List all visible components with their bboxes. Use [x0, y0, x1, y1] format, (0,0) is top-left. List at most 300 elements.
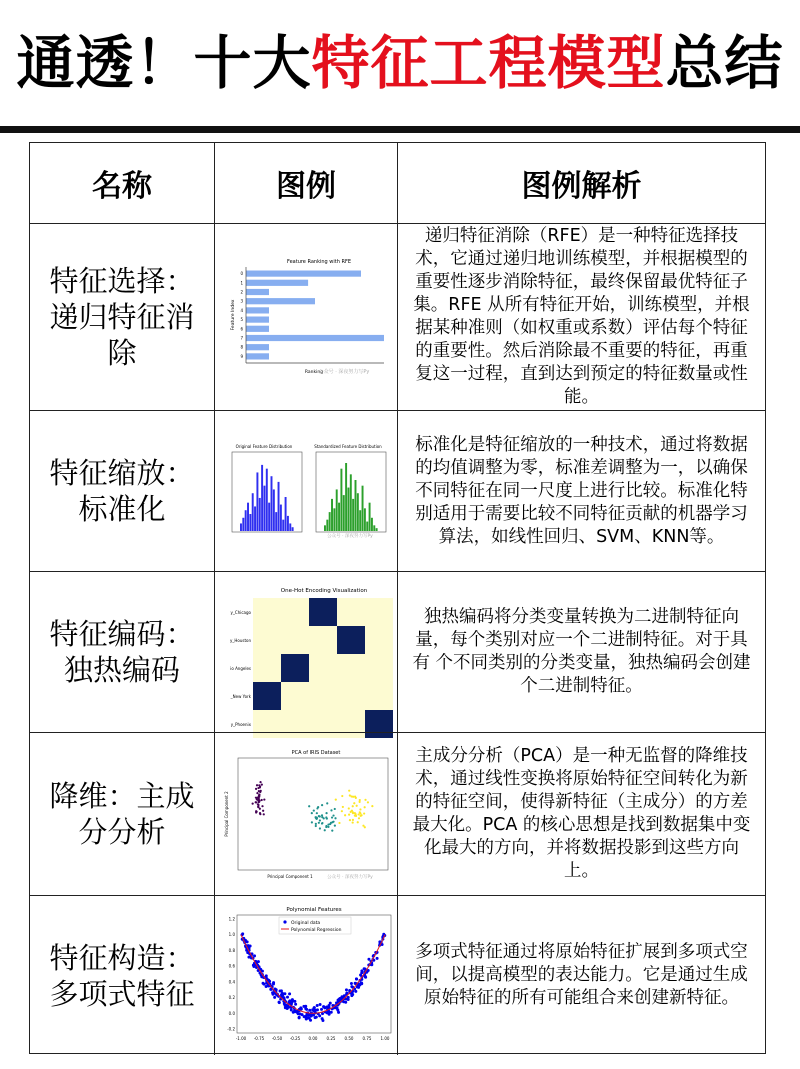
x-tick-label: -1.00	[235, 1036, 246, 1041]
data-point	[318, 822, 320, 824]
row-desc: 标准化是特征缩放的一种技术，通过将数据的均值调整为零，标准差调整为一，以确保不同特征在同一尺度上进行比较。标准化特别适用于需要比较不同特征贡献的机器学习算法，如线性回归、SVM、KNN等。	[415, 434, 748, 547]
title-part2: 总结	[665, 29, 784, 97]
x-tick-label: 0.75	[362, 1036, 371, 1041]
y-tick-label: -0.2	[226, 1026, 235, 1032]
data-point	[332, 814, 334, 816]
watermark: 公众号 · 深夜努力写Py	[327, 533, 373, 539]
hist-bar	[261, 464, 263, 530]
hist-bar	[245, 510, 247, 531]
data-point	[331, 816, 333, 818]
data-point	[318, 815, 320, 817]
data-point	[252, 803, 254, 805]
data-point	[320, 1017, 323, 1020]
row-name: 降维：主成分分析	[30, 733, 215, 895]
data-point	[341, 810, 343, 812]
hist-bar	[373, 525, 375, 531]
rfe-ylabel: Feature Index	[230, 299, 236, 330]
x-tick-label: 0.50	[344, 1036, 353, 1041]
row-desc: 多项式特征通过将原始特征扩展到多项式空间，以提高模型的表达能力。它是通过生成原始特征的所有可能组合来创建新特征。	[415, 942, 748, 1008]
hist-bar	[366, 521, 368, 530]
data-point	[348, 807, 350, 809]
data-point	[364, 806, 366, 808]
row-label: io Angeles	[229, 666, 251, 671]
rfe-chart	[224, 255, 389, 380]
data-point	[258, 798, 260, 800]
figure-cell	[215, 733, 398, 895]
table-row	[30, 732, 765, 895]
data-point	[359, 801, 361, 803]
table-header-row	[30, 143, 765, 223]
figure-cell	[215, 411, 398, 571]
data-point	[321, 822, 323, 824]
data-point	[337, 998, 340, 1001]
data-point	[308, 1009, 311, 1012]
data-point	[321, 804, 323, 806]
data-point	[358, 813, 360, 815]
title-part1: 通透！十大	[16, 29, 312, 97]
hist-bar	[329, 512, 331, 531]
data-point	[324, 829, 326, 831]
table-row	[30, 410, 765, 571]
data-point	[286, 996, 289, 999]
heat-cell	[281, 654, 309, 682]
hist-bar	[326, 519, 328, 530]
data-point	[311, 812, 313, 814]
row-desc: 主成分分析（PCA）是一种无监督的降维技术，通过线性变换将原始特征空间转化为新的特征空间，使得新特征（主成分）的方差最大化。PCA 的核心思想是找到数据集中变化最大的方向，并将数据投影到这些方向上。	[412, 746, 751, 881]
data-point	[256, 784, 258, 786]
header-name: 名称	[30, 143, 215, 223]
data-point	[260, 790, 262, 792]
data-point	[308, 805, 310, 807]
hist-bar	[340, 468, 342, 530]
watermark: 公众号 · 深夜努力写Py	[318, 368, 369, 375]
data-point	[352, 805, 354, 807]
data-point	[257, 806, 259, 808]
data-point	[352, 811, 354, 813]
bar	[246, 279, 308, 285]
y-tick-label: 1.0	[228, 932, 235, 938]
data-point	[315, 1004, 318, 1007]
data-point	[309, 1015, 312, 1018]
heat-cell	[309, 654, 337, 682]
heat-cell	[365, 682, 393, 710]
tick-label: 5	[239, 316, 243, 322]
data-point	[334, 808, 336, 810]
x-tick-label: 0.25	[326, 1036, 335, 1041]
hist-bar	[352, 498, 354, 530]
data-point	[261, 982, 264, 985]
table-row	[30, 895, 765, 1055]
row-label: y_Phoenix	[230, 722, 251, 727]
bar	[246, 325, 269, 331]
hist-bar	[357, 493, 359, 531]
bar	[246, 344, 269, 350]
data-point	[334, 817, 336, 819]
data-point	[337, 1011, 340, 1014]
data-point	[325, 816, 327, 818]
row-name: 特征选择：递归特征消除	[30, 224, 215, 410]
data-point	[241, 932, 244, 935]
data-point	[259, 812, 261, 814]
data-point	[346, 998, 349, 1001]
row-label: _New York	[230, 694, 251, 699]
data-point	[316, 812, 318, 814]
data-point	[356, 805, 358, 807]
hist-bar	[345, 463, 347, 531]
bar	[246, 316, 269, 322]
data-point	[363, 975, 366, 978]
data-point	[349, 982, 352, 985]
x-tick-label: 0.00	[308, 1036, 317, 1041]
data-point	[334, 825, 336, 827]
data-point	[367, 958, 370, 961]
hist-bar	[369, 502, 371, 530]
data-point	[330, 822, 332, 824]
data-point	[312, 1010, 315, 1013]
y-tick-label: 1.2	[228, 916, 235, 922]
y-tick-label: 0.2	[228, 995, 235, 1001]
data-point	[253, 954, 256, 957]
heat-cell	[281, 626, 309, 654]
table-row	[30, 571, 765, 732]
data-point	[322, 1005, 325, 1008]
data-point	[302, 1005, 305, 1008]
onehot-chart	[219, 582, 394, 727]
tick-label: 8	[239, 344, 243, 350]
data-point	[305, 1008, 308, 1011]
data-point	[348, 814, 350, 816]
left-title: Original Feature Distribution	[235, 443, 293, 449]
data-point	[318, 1003, 321, 1006]
data-point	[264, 985, 267, 988]
heat-cell	[337, 682, 365, 710]
data-point	[272, 981, 275, 984]
x-tick-label: -0.75	[253, 1036, 264, 1041]
row-name: 特征缩放：标准化	[30, 411, 215, 571]
hist-bar	[324, 525, 326, 531]
rfe-xlabel: Ranking	[304, 369, 323, 375]
data-point	[359, 808, 361, 810]
data-point	[338, 822, 340, 824]
data-point	[359, 973, 362, 976]
hist-bar	[331, 498, 333, 530]
tick-label: 0	[239, 270, 243, 276]
bar	[246, 353, 269, 359]
heat-cell	[337, 598, 365, 626]
data-point	[335, 1007, 338, 1010]
tick-label: 4	[239, 307, 243, 313]
hist-bar	[285, 497, 287, 531]
y-tick-label: 0.6	[228, 963, 235, 969]
x-tick-label: -0.25	[289, 1036, 300, 1041]
data-point	[355, 986, 358, 989]
data-point	[341, 795, 343, 797]
hist-bar	[282, 519, 284, 530]
figure-cell	[215, 896, 398, 1055]
hist-bar	[364, 508, 366, 531]
data-point	[287, 1000, 290, 1003]
data-point	[257, 803, 259, 805]
legend-regression: Polynomial Regression	[290, 928, 342, 933]
data-point	[258, 784, 260, 786]
hist-bar	[292, 527, 294, 531]
x-tick-label: -0.50	[271, 1036, 282, 1041]
data-point	[279, 989, 282, 992]
poly-xticks	[235, 1036, 389, 1041]
data-point	[344, 988, 347, 991]
row-label: y_Chicago	[230, 610, 251, 615]
data-point	[352, 821, 354, 823]
heat-cell	[337, 626, 365, 654]
data-point	[277, 1001, 280, 1004]
hist-bar	[343, 495, 345, 531]
data-point	[305, 1014, 308, 1017]
hist-bar	[338, 502, 340, 530]
figure-cell	[215, 572, 398, 732]
summary-table	[29, 142, 766, 1054]
tick-label: 6	[239, 325, 243, 331]
data-point	[256, 960, 259, 963]
data-point	[328, 1002, 331, 1005]
data-point	[362, 825, 364, 827]
data-point	[261, 784, 263, 786]
page-title	[0, 20, 800, 106]
title-divider	[0, 126, 800, 133]
data-point	[319, 827, 321, 829]
data-point	[288, 992, 291, 995]
data-point	[329, 1011, 332, 1014]
y-tick-label: 0.0	[228, 1010, 235, 1016]
data-point	[259, 781, 261, 783]
hist-bar	[263, 485, 265, 530]
figure-cell	[215, 224, 398, 410]
heat-cell	[253, 598, 281, 626]
data-point	[326, 802, 328, 804]
data-point	[363, 812, 365, 814]
data-point	[285, 1005, 288, 1008]
data-point	[263, 813, 265, 815]
data-point	[371, 805, 373, 807]
heat-cell	[365, 626, 393, 654]
heat-cell	[253, 654, 281, 682]
data-point	[248, 944, 251, 947]
data-point	[331, 830, 333, 832]
bar	[246, 307, 269, 313]
header-figure: 图例	[215, 143, 398, 223]
hist-bar	[350, 474, 352, 531]
bar	[246, 288, 269, 294]
tick-label: 2	[239, 289, 243, 294]
data-point	[348, 790, 350, 792]
legend-point-icon	[283, 920, 286, 923]
hist-bar	[247, 502, 249, 530]
y-tick-label: 0.4	[228, 979, 235, 985]
y-tick-label: 0.8	[228, 947, 235, 953]
data-point	[350, 811, 352, 813]
tick-label: 7	[239, 335, 243, 340]
hist-bar	[266, 468, 268, 530]
hist-bar	[347, 487, 349, 530]
data-point	[293, 1000, 296, 1003]
data-point	[317, 806, 319, 808]
data-point	[255, 788, 257, 790]
heat-cell	[309, 626, 337, 654]
data-point	[313, 809, 315, 811]
data-point	[320, 1008, 323, 1011]
hist-bar	[287, 515, 289, 530]
pca-title: PCA of IRIS Dataset	[291, 750, 341, 756]
data-point	[342, 806, 344, 808]
data-point	[261, 805, 263, 807]
data-point	[353, 802, 355, 804]
tick-label: 9	[239, 353, 243, 359]
row-desc: 独热编码将分类变量转换为二进制特征向量，每个类别对应一个二进制特征。对于具有 个不同类别的分类变量，独热编码会创建 个二进制特征。	[412, 607, 751, 696]
hist-bar	[362, 485, 364, 530]
hist-bar	[280, 504, 282, 530]
data-point	[344, 814, 346, 816]
data-point	[344, 1001, 347, 1004]
data-point	[355, 797, 357, 799]
data-point	[255, 810, 257, 812]
row-desc: 递归特征消除（RFE）是一种特征选择技术，它通过递归地训练模型，并根据模型的重要性逐步消除特征，最终保留最优特征子集。RFE 从所有特征开始，训练模型，并根据某种准则（如权重或系数）评估每个特征的重要性。然后消除最不重要的特征，再重复这一过程，直到达到预定的特征数量或性能。	[413, 226, 750, 407]
data-point	[319, 819, 321, 821]
data-point	[325, 825, 327, 827]
data-point	[262, 810, 264, 812]
header-analysis: 图例解析	[521, 169, 642, 204]
data-point	[311, 821, 313, 823]
data-point	[263, 798, 265, 800]
row-name: 特征构造：多项式特征	[30, 896, 215, 1055]
heat-cell	[253, 626, 281, 654]
legend-original: Original data	[290, 921, 320, 926]
data-point	[315, 816, 317, 818]
data-point	[261, 799, 263, 801]
hist-bar	[268, 502, 270, 530]
pca-chart	[220, 744, 392, 884]
data-point	[367, 801, 369, 803]
data-point	[323, 817, 325, 819]
row-label: y_Houston	[229, 638, 251, 643]
data-point	[364, 799, 366, 801]
data-point	[315, 823, 317, 825]
pca-xlabel: Principal Component 1	[267, 874, 313, 879]
data-point	[255, 797, 257, 799]
hist-bar	[371, 517, 373, 530]
right-title: Standardized Feature Distribution	[314, 443, 382, 449]
watermark: 公众号 · 深夜努力写Py	[327, 875, 373, 880]
heat-cell	[337, 654, 365, 682]
data-point	[252, 964, 255, 967]
heat-cell	[253, 682, 281, 710]
heat-cell	[281, 598, 309, 626]
hist-bar	[289, 523, 291, 531]
data-point	[294, 1003, 297, 1006]
data-point	[360, 814, 362, 816]
data-point	[332, 821, 334, 823]
poly-chart	[219, 903, 394, 1048]
hist-bar	[273, 489, 275, 531]
rfe-title: Feature Ranking with RFE	[286, 258, 351, 265]
data-point	[335, 798, 337, 800]
bar	[246, 334, 384, 340]
data-point	[357, 821, 359, 823]
data-point	[349, 794, 351, 796]
data-point	[313, 1016, 316, 1019]
tick-label: 1	[239, 279, 243, 285]
data-point	[352, 819, 354, 821]
heat-cell	[365, 654, 393, 682]
hist-bar	[249, 514, 251, 531]
hist-bar	[256, 472, 258, 531]
data-point	[375, 957, 378, 960]
hist-bar	[336, 489, 338, 531]
data-point	[360, 969, 363, 972]
row-name: 特征编码：独热编码	[30, 572, 215, 732]
bar	[246, 298, 315, 304]
tick-label: 3	[239, 298, 243, 304]
hist-bar	[254, 506, 256, 531]
onehot-title: One-Hot Encoding Visualization	[280, 588, 367, 594]
heat-cell	[309, 598, 337, 626]
data-point	[256, 792, 258, 794]
data-point	[258, 790, 260, 792]
hist-bar	[240, 523, 242, 531]
data-point	[315, 1008, 318, 1011]
data-point	[321, 814, 323, 816]
hist-bar	[333, 508, 335, 531]
heat-cell	[281, 682, 309, 710]
x-tick-label: 1.00	[380, 1036, 389, 1041]
data-point	[258, 801, 260, 803]
hist-bar	[359, 510, 361, 531]
poly-title: Polynomial Features	[285, 907, 342, 913]
data-point	[330, 809, 332, 811]
scaling-chart	[222, 439, 390, 544]
heat-cell	[365, 598, 393, 626]
hist-bar	[376, 528, 378, 531]
title-accent: 特征工程模型	[311, 29, 666, 97]
data-point	[354, 977, 357, 980]
hist-bar	[355, 480, 357, 531]
data-point	[315, 825, 317, 827]
data-point	[354, 815, 356, 817]
data-point	[358, 984, 361, 987]
hist-bar	[278, 481, 280, 530]
data-point	[289, 1009, 292, 1012]
table-row	[30, 223, 765, 410]
data-point	[300, 1013, 303, 1016]
data-point	[273, 996, 276, 999]
onehot-grid	[229, 598, 392, 738]
hist-bar	[275, 512, 277, 531]
hist-bar	[259, 497, 261, 530]
bar	[246, 270, 361, 276]
hist-bar	[252, 493, 254, 531]
hist-bar	[271, 476, 273, 531]
data-point	[358, 817, 360, 819]
data-point	[352, 796, 354, 798]
hist-bar	[242, 517, 244, 530]
heat-cell	[309, 682, 337, 710]
data-point	[255, 801, 257, 803]
data-point	[327, 826, 329, 828]
data-point	[271, 991, 274, 994]
data-point	[349, 819, 351, 821]
data-point	[258, 794, 260, 796]
data-point	[325, 812, 327, 814]
data-point	[297, 1016, 300, 1019]
pca-ylabel: Principal Component 2	[224, 791, 229, 837]
